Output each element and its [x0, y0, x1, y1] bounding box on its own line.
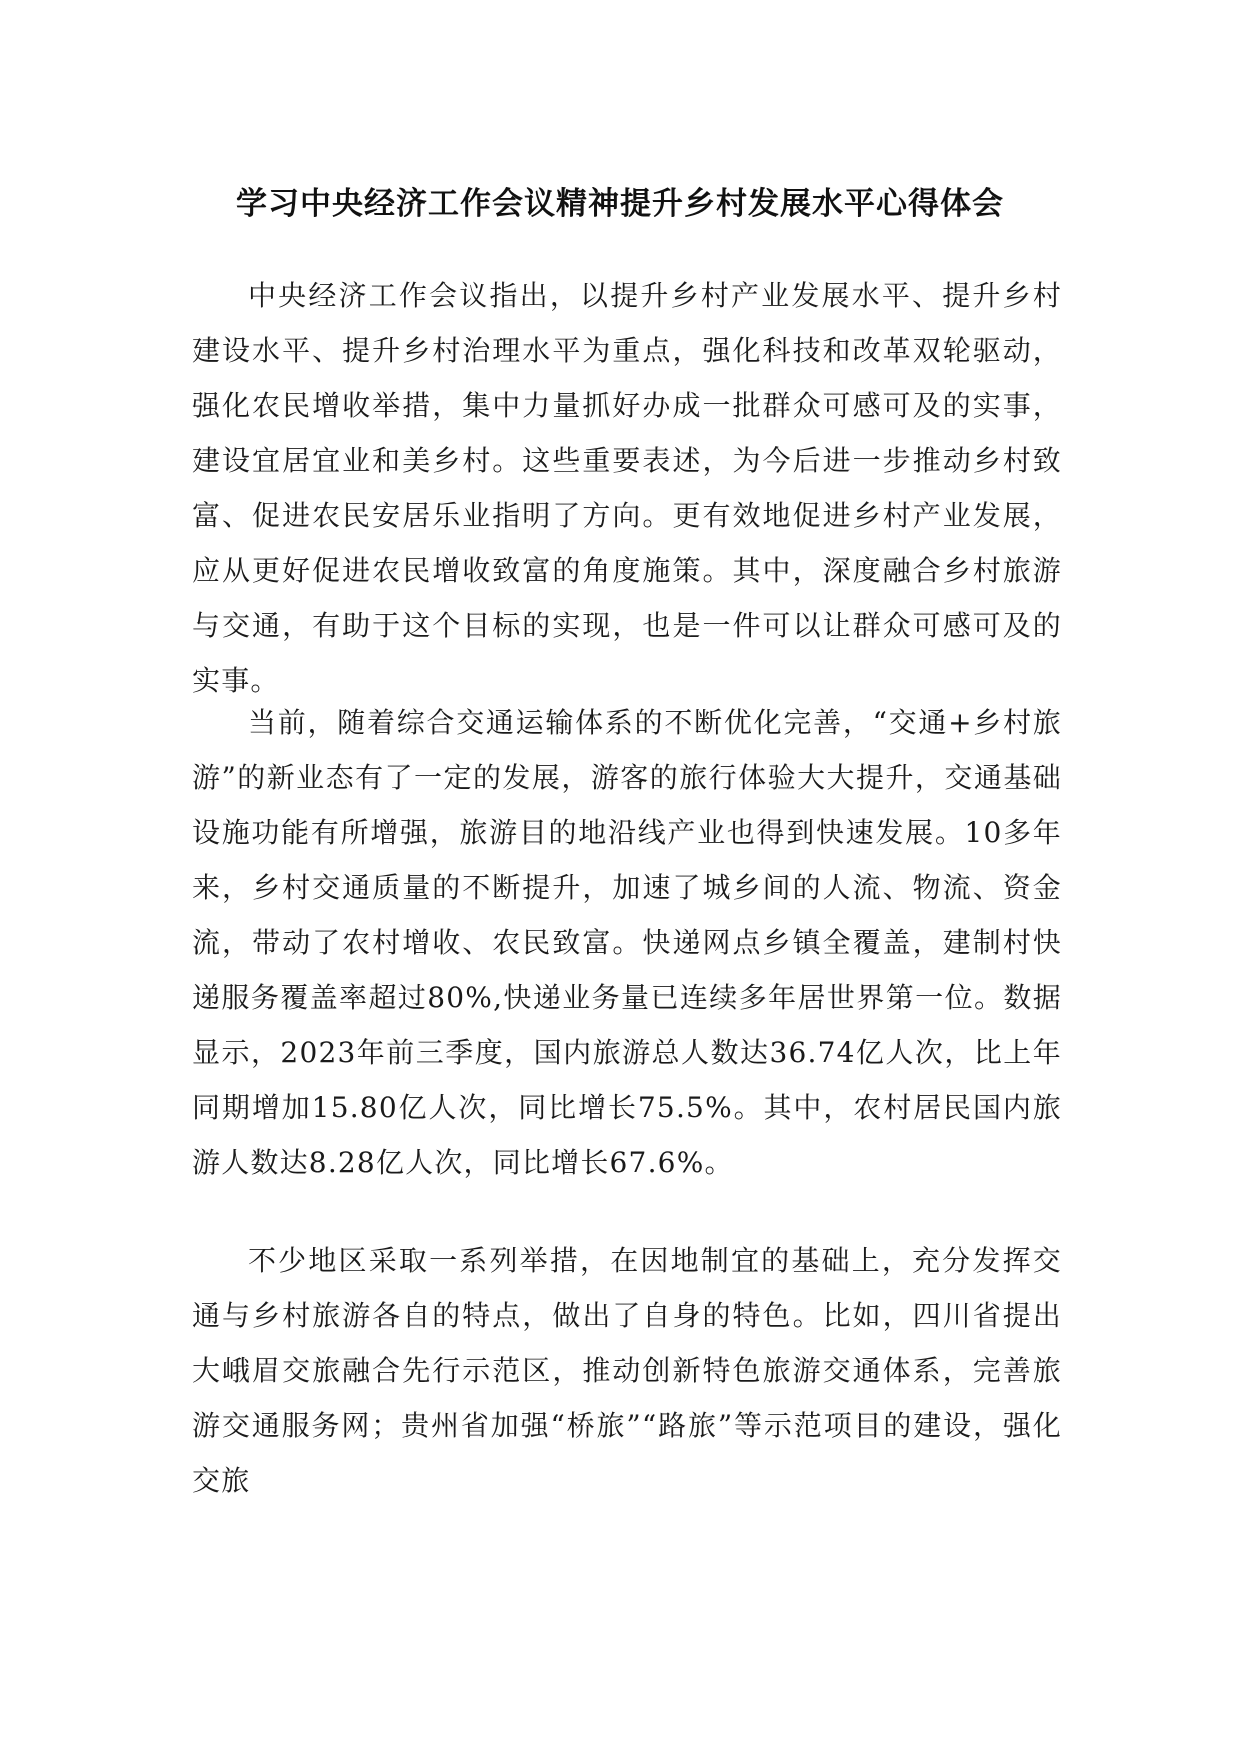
document-title: 学习中央经济工作会议精神提升乡村发展水平心得体会 — [236, 186, 1004, 222]
paragraph-2: 当前，随着综合交通运输体系的不断优化完善，“交通+乡村旅游”的新业态有了一定的发展，游客的旅行体验大大提升，交通基础设施功能有所增强，旅游目的地沿线产业也得到快速发展。10多年来，乡村交通质量的不断提升，加速了城乡间的人流、物流、资金流，带动了农村增收、农民致富。快递网点乡镇全覆盖，建制村快递服务覆盖率超过80%,快递业务量已连续多年居世界第一位。数据显示，2023年前三季度，国内旅游总人数达36.74亿人次，比上年同期增加15.80亿人次，同比增长75.5%。其中，农村居民国内旅游人数达8.28亿人次，同比增长67.6%。 — [192, 706, 1062, 1179]
paragraph-1: 中央经济工作会议指出，以提升乡村产业发展水平、提升乡村建设水平、提升乡村治理水平为重点，强化科技和改革双轮驱动，强化农民增收举措，集中力量抓好办成一批群众可感可及的实事，建设宜居宜业和美乡村。这些重要表述，为今后进一步推动乡村致富、促进农民安居乐业指明了方向。更有效地促进乡村产业发展，应从更好促进农民增收致富的角度施策。其中，深度融合乡村旅游与交通，有助于这个目标的实现，也是一件可以让群众可感可及的实事。 — [192, 279, 1062, 697]
paragraph-3: 不少地区采取一系列举措，在因地制宜的基础上，充分发挥交通与乡村旅游各自的特点，做出了自身的特色。比如，四川省提出大峨眉交旅融合先行示范区，推动创新特色旅游交通体系，完善旅游交通服务网；贵州省加强“桥旅”“路旅”等示范项目的建设，强化交旅 — [192, 1244, 1062, 1497]
